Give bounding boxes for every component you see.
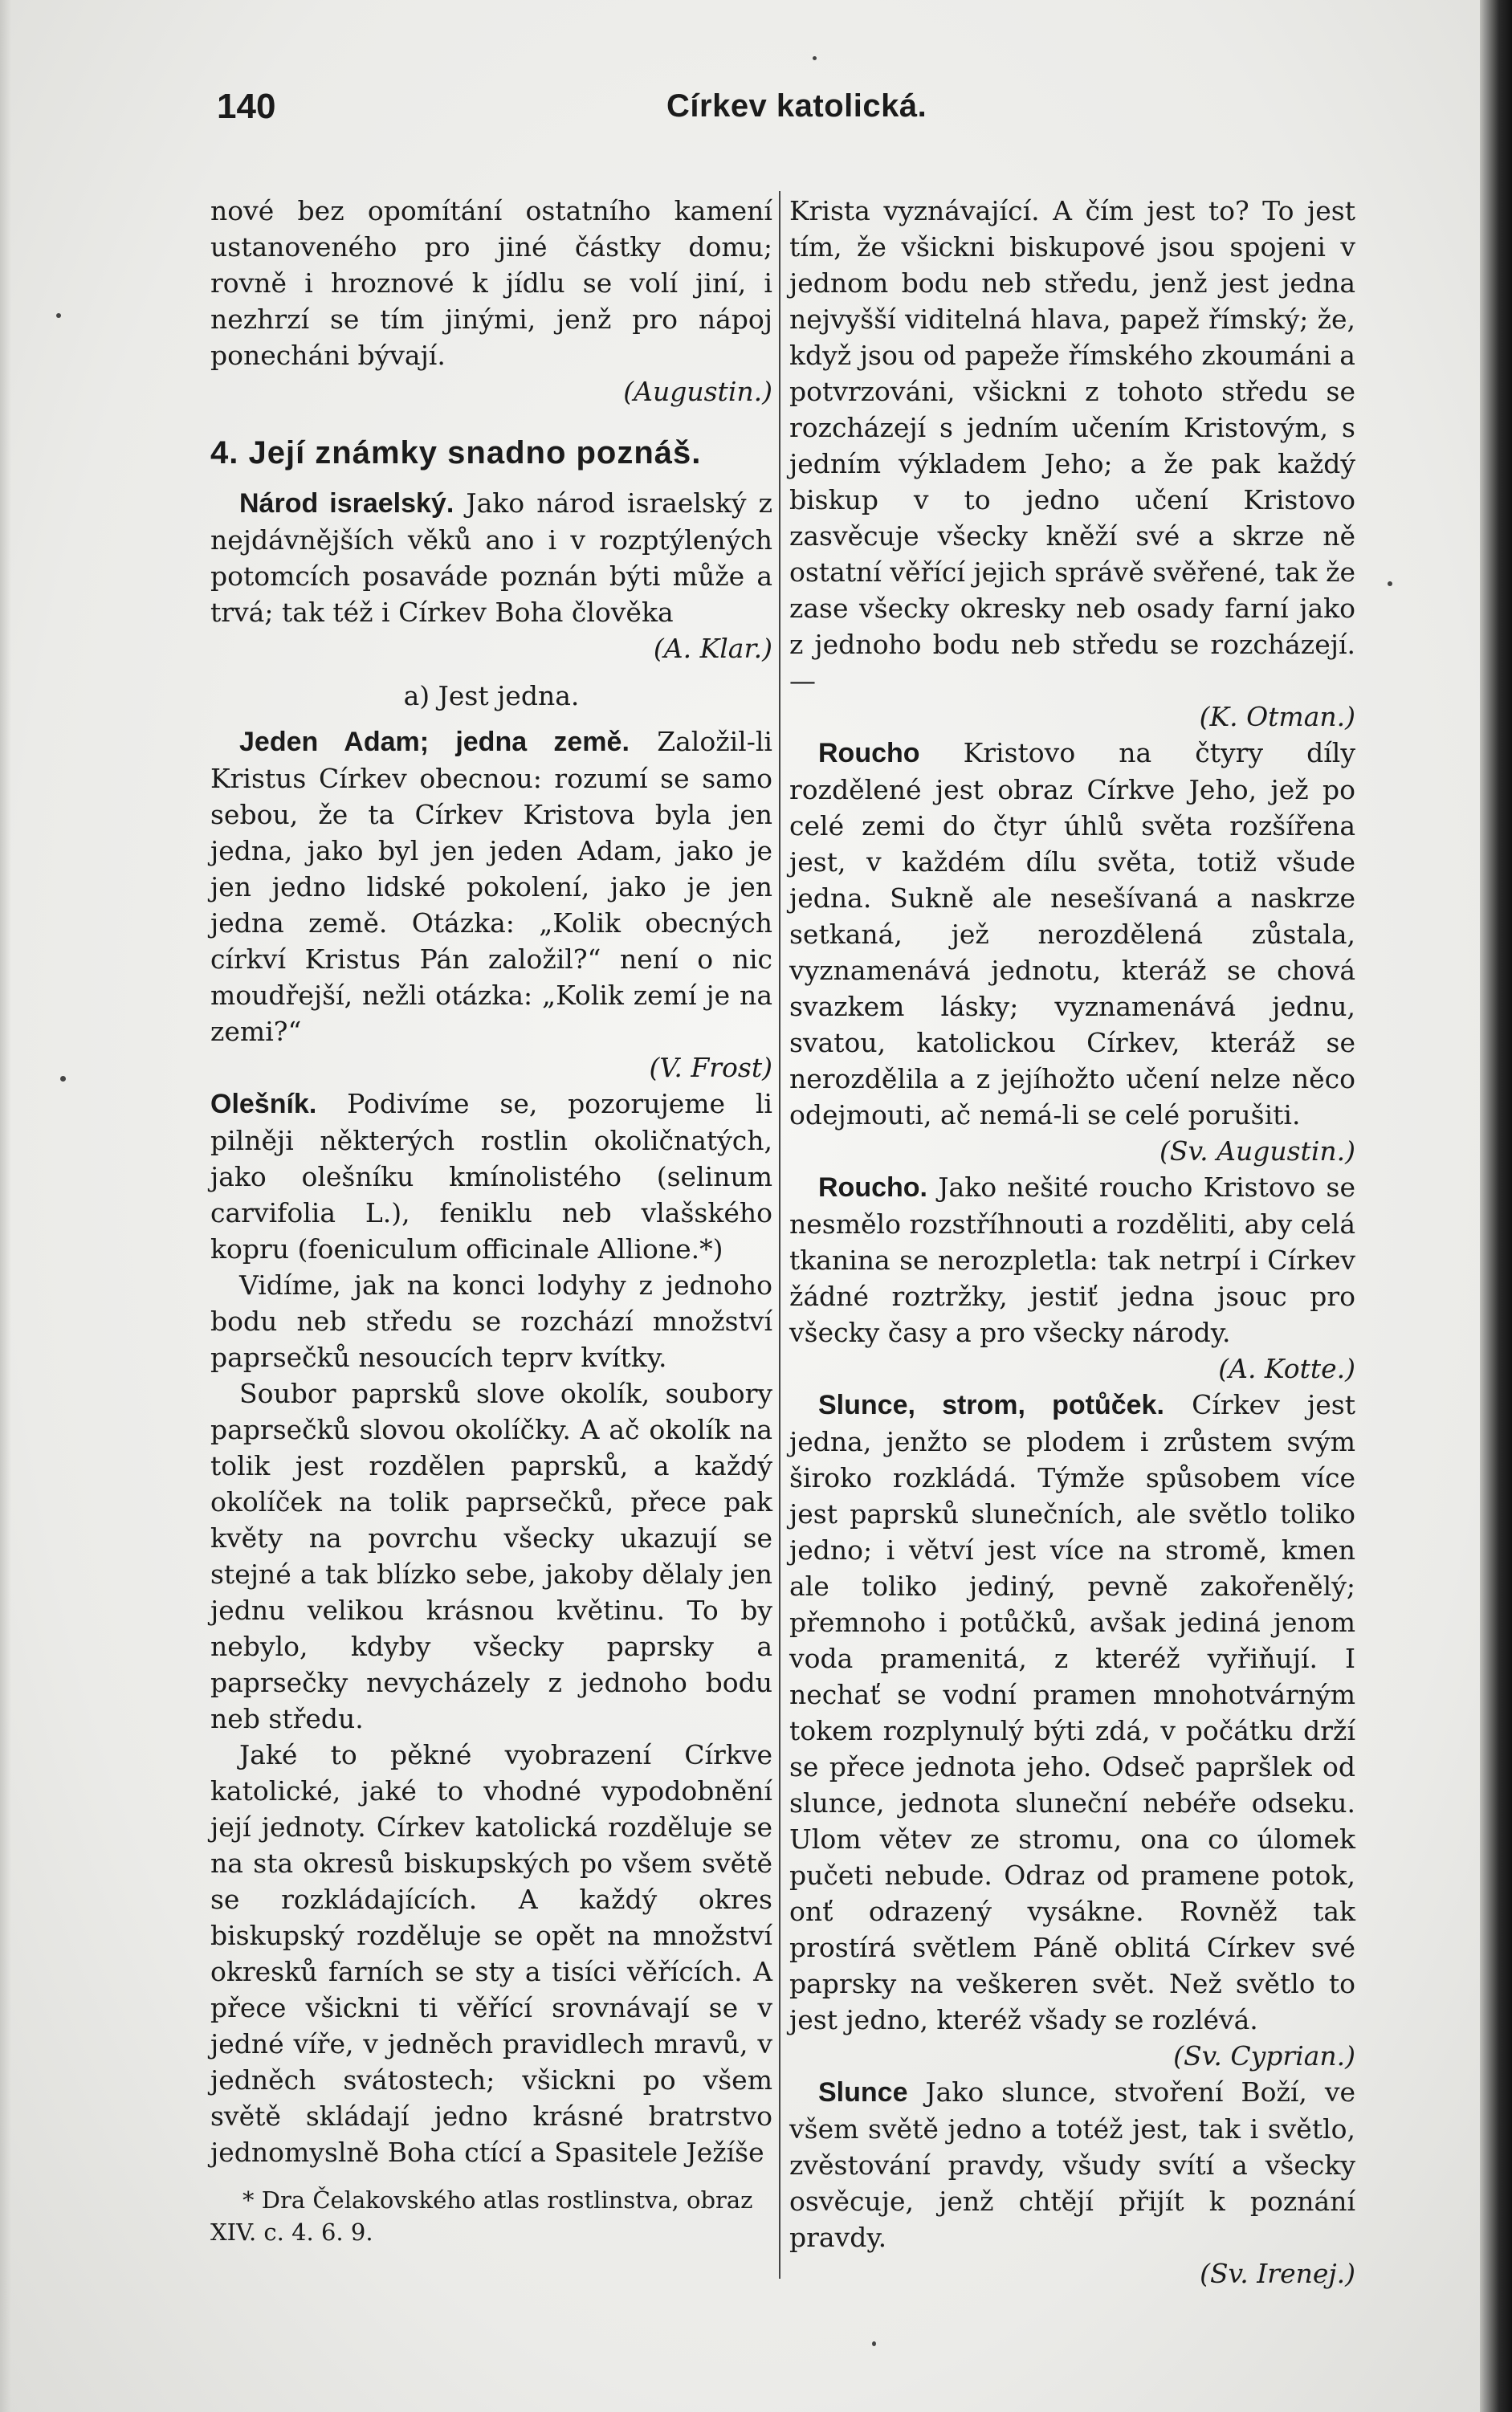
paragraph-keyword: Jeden Adam; jedna země.: [239, 727, 630, 757]
paragraph: [210, 485, 772, 630]
section-heading: 4. Její známky snadno poznáš.: [210, 435, 702, 471]
paragraph-keyword: Roucho.: [818, 1172, 927, 1203]
footnote-text: * Dra Čelakovského atlas rostlinstva, obraz XIV. c. 4. 6. 9.: [210, 2186, 753, 2246]
scan-speck: [60, 1076, 66, 1082]
paragraph-keyword: Roucho: [818, 738, 920, 768]
paragraph: [789, 193, 1355, 699]
paragraph-keyword: Slunce: [818, 2077, 908, 2108]
scan-speck: [56, 313, 61, 318]
paragraph-keyword: Slunce, strom, potůček.: [818, 1390, 1164, 1420]
paragraph: [789, 1169, 1355, 1351]
page-number: 140: [217, 87, 276, 126]
running-title: Církev katolická.: [666, 88, 927, 124]
source-citation: (V. Frost): [649, 1052, 772, 1083]
source-citation: (A. Klar.): [653, 633, 772, 664]
source-citation: (Augustin.): [623, 376, 772, 407]
paragraph-text: Založil-li Kristus Církev obecnou: rozumí se samo sebou, že ta Církev Kristova byla jen jedna, jako byl jen jeden Adam, jako je jen jedno lidské pokolení, jako je jen jedna země. Otázka: „Kolik obecných církví Kristus Pán založil?“ není o nic moudřejší, nežli otázka: „Kolik zemí je na zemi?“: [210, 726, 772, 1047]
page-header: [217, 87, 1341, 143]
paragraph-text: Církev jest jedna, jenžto se plodem i zrůstem svým široko rozkládá. Týmže spůsobem více jest paprsků slunečních, ale světlo toliko jedno; i větví jest více na stromě, kmen ale toliko jediný, pevně zakořenělý; přemnoho i potůčků, avšak jediná jenom voda pramenitá, z kteréž vyřiňují. I nechať se vodní pramen mnohotvárným tokem rozplynulý býti zdá, v počátku drží se přece jednota jeho. Odseč papršlek od slunce, jednota sluneční nebéře odseku. Ulom větev ze stromu, ona co úlomek pučeti nebude. Odraz od pramene potok, onť odrazený vysákne. Rovněž tak prostírá světlem Páně oblitá Církev své paprsky na veškeren svět. Než světlo to jest jedno, kteréž všady se rozlévá.: [789, 1389, 1355, 2035]
paragraph: [789, 2074, 1355, 2255]
scan-speck: [813, 56, 817, 60]
paragraph-text: Podivíme se, pozorujeme li pilněji některých rostlin okoličnatých, jako olešníku kmínolistého (selinum carvifolia L.), feniklu neb vlašského kopru (foeniculum officinale Allione.*): [210, 1088, 772, 1265]
paragraph: [210, 193, 772, 373]
scan-left-edge: [0, 0, 11, 2412]
paragraph: Jaké to pěkné vyobrazení Církve katolické, jaké to vhodné vypodobnění její jednoty. Církev katolická rozděluje se na sta okresů biskupských po všem světě se rozkládajících. A každý okres biskupský rozděluje se opět na množství okresků farních se sty a tisíci věřících. A přece všickni ti věřící srovnávají se v jedné víře, v jedněch pravidlech mravů, v jedněch svátostech; všickni po všem světě skládají jedno krásné bratrstvo jednomyslně Boha ctící a Spasitele Ježíše: [210, 1739, 772, 2168]
column-divider: [779, 191, 780, 2279]
right-column: [789, 193, 1355, 2292]
source-citation: (A. Kotte.): [1218, 1353, 1355, 1384]
paragraph: [789, 1387, 1355, 2038]
scan-speck: [1388, 581, 1392, 586]
paragraph: Soubor paprsků slove okolík, soubory paprsečků slovou okolíčky. A ač okolík na tolik jest rozdělen paprsků, a každý okolíček na tolik paprsečků, přece pak květy na povrchu všecky ukazují se stejné a tak blízko sebe, jakoby dělaly jen jednu velikou krásnou květinu. To by nebylo, kdyby všecky paprsky a paprsečky nevycházely z jednoho bodu neb středu.: [210, 1378, 772, 1734]
paragraph-keyword: Olešník.: [210, 1089, 317, 1119]
paragraph: [789, 735, 1355, 1133]
paragraph-text: Jako slunce, stvoření Boží, ve všem světě jedno a totéž jest, tak i světlo, zvěstování pravdy, všudy svítí a všecky osvěcuje, jenž chtějí přijít k poznání pravdy.: [789, 2076, 1356, 2253]
paragraph-text: Kristovo na čtyry díly rozdělené jest obraz Církve Jeho, jež po celé zemi do čtyr úhlů světa rozšířena jest, v každém dílu světa, totiž všude jedna. Sukně ale nesešívaná a naskrze setkaná, jež nerozdělená zůstala, vyznamenává jednotu, kteráž se chová svazkem lásky; vyznamenává jednu, svatou, katolickou Církev, kteráž se nerozdělila a z jejíhožto učení nelze něco odejmouti, ač nemá-li se celé porušiti.: [789, 737, 1355, 1131]
paragraph-text: Jako nešité roucho Kristovo se nesmělo rozstříhnouti a rozděliti, aby celá tkanina se nerozpletla: tak netrpí i Církev žádné roztržky, jestiť jedna jsouc pro všecky časy a pro všecky národy.: [789, 1171, 1356, 1348]
paragraph: [210, 1086, 772, 1267]
paragraph-text: nové bez opomítání ostatního kamení ustanoveného pro jiné částky domu; rovně i hroznové k jídlu se volí jiní, i nezhrzí se tím jinými, jenž pro nápoj ponecháni bývají.: [210, 195, 772, 371]
paragraph: Vidíme, jak na konci lodyhy z jednoho bodu neb středu se rozchází množství paprsečků nesoucích teprv kvítky.: [210, 1269, 772, 1373]
source-citation: (Sv. Augustin.): [1159, 1135, 1355, 1167]
scan-speck: [872, 2341, 876, 2346]
subsection-heading: a) Jest jedna.: [403, 680, 580, 711]
scan-right-edge: [1480, 0, 1512, 2412]
left-column: [210, 193, 772, 2170]
paragraph-keyword: Národ israelský.: [239, 488, 454, 519]
paragraph: [210, 723, 772, 1049]
source-citation: (Sv. Cyprian.): [1173, 2040, 1355, 2072]
paragraph-text: Jako národ israelský z nejdávnějších věků ano i v rozptýlených potomcích posaváde poznán býti může a trvá; tak též i Církev Boha člověka: [210, 487, 772, 628]
paragraph-text: Krista vyznávající. A čím jest to? To jest tím, že všickni biskupové jsou spojeni v jednom bodu neb středu, jenž jest jedna nejvyšší viditelná hlava, papež římský; že, když jsou od papeže římského zkoumáni a potvrzováni, všickni z tohoto středu se rozcházejí s jedním učením Kristovým, s jedním výkladem Jeho; a že pak každý biskup v to jedno učení Kristovo zasvěcuje všecky kněží své a skrze ně ostatní věřící jejich správě svěřené, tak že zase všecky okresky neb osady farní jako z jednoho bodu neb středu se rozcházejí. —: [789, 195, 1355, 696]
source-citation: (K. Otman.): [1199, 701, 1355, 732]
source-citation: (Sv. Irenej.): [1200, 2258, 1355, 2289]
footnote: [210, 2184, 772, 2248]
